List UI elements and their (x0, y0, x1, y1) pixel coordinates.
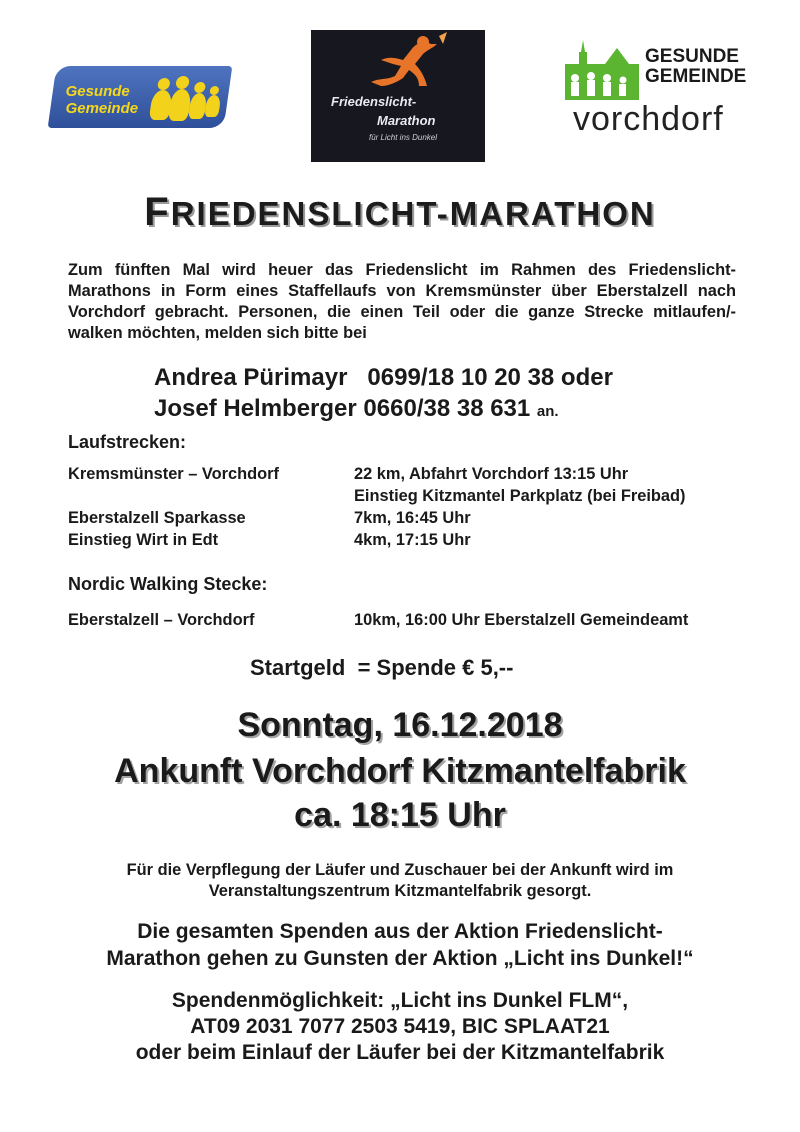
friedenslicht-marathon-logo (311, 30, 485, 162)
catering-line: Für die Verpflegung der Läufer und Zuschauer bei der Ankunft wird im (126, 861, 674, 879)
route-name: Einstieg Wirt in Edt (68, 531, 219, 549)
catering-note (0, 860, 800, 902)
contact-line-1 (154, 364, 613, 392)
catering-line: Veranstaltungszentrum Kitzmantelfabrik gesorgt. (208, 882, 592, 900)
route-detail: 22 km, Abfahrt Vorchdorf 13:15 Uhr (354, 465, 629, 483)
donation-line: Marathon gehen zu Gunsten der Aktion „Licht ins Dunkel!“ (106, 947, 694, 970)
logo-left-line1: Gesunde (65, 83, 130, 100)
gesunde-gemeinde-vorchdorf-logo (561, 38, 761, 142)
route-name: Kremsmünster – Vorchdorf (68, 465, 280, 483)
contact-name: Andrea Pürimayr (154, 364, 348, 391)
contact-suffix: an. (536, 403, 559, 420)
contact-line-2 (154, 395, 559, 423)
route-detail: 4km, 17:15 Uhr (354, 531, 471, 549)
logo-mid-line3: für Licht ins Dunkel (369, 133, 438, 142)
route-name: Eberstalzell Sparkasse (68, 509, 246, 527)
runner-icon (311, 30, 485, 100)
nordic-route-detail: 10km, 16:00 Uhr Eberstalzell Gemeindeamt (354, 611, 689, 629)
event-arrival: Ankunft Vorchdorf Kitzmantelfabrik (114, 752, 686, 790)
bank-details (0, 988, 800, 1066)
laufstrecken-heading: Laufstrecken: (68, 432, 187, 452)
contact-name: Josef Helmberger (154, 395, 357, 422)
logo-right-line3: vorchdorf (573, 100, 724, 138)
route-detail: Einstieg Kitzmantel Parkplatz (bei Freibad) (354, 487, 686, 505)
bank-line: AT09 2031 7077 2503 5419, BIC SPLAAT21 (190, 1015, 610, 1038)
logo-right-line1: GESUNDE (645, 46, 739, 67)
logo-mid-line2: Marathon (377, 113, 436, 128)
logo-left-line2: Gemeinde (65, 100, 139, 117)
title-rest: RIEDENSLICHT-MARATHON (170, 195, 656, 232)
event-date: Sonntag, 16.12.2018 (237, 706, 563, 744)
contact-phone: 0699/18 10 20 38 oder (367, 364, 613, 391)
nordic-route-name: Eberstalzell – Vorchdorf (68, 611, 255, 629)
intro-paragraph: Zum fünften Mal wird heuer das Friedenslicht im Rahmen des Friedenslicht-Marathons in Form eines Staffellaufs von Kremsmünster über Eberstalzell nach Vorchdorf gebracht. Personen, die einen Teil oder die ganze Strecke mitlaufen/-walken möchten, melden sich bitte bei (68, 261, 736, 342)
logo-right-line2: GEMEINDE (645, 66, 747, 87)
event-time: ca. 18:15 Uhr (294, 796, 506, 834)
bank-line: Spendenmöglichkeit: „Licht ins Dunkel FLM“, (171, 989, 629, 1012)
town-silhouette-icon (561, 38, 645, 102)
route-detail: 7km, 16:45 Uhr (354, 509, 471, 527)
bank-line: oder beim Einlauf der Läufer bei der Kitzmantelfabrik (135, 1041, 665, 1064)
title-first-letter: F (144, 190, 171, 234)
nordic-heading: Nordic Walking Stecke: (68, 574, 268, 594)
donation-line: Die gesamten Spenden aus der Aktion Friedenslicht- (137, 920, 663, 943)
logo-mid-line1: Friedenslicht- (331, 94, 417, 109)
page-title (0, 190, 800, 235)
startgeld: Startgeld = Spende € 5,-- (250, 655, 514, 680)
gesunde-gemeinde-logo (48, 66, 233, 128)
contact-phone: 0660/38 38 631 (363, 395, 531, 422)
donation-note (0, 918, 800, 972)
